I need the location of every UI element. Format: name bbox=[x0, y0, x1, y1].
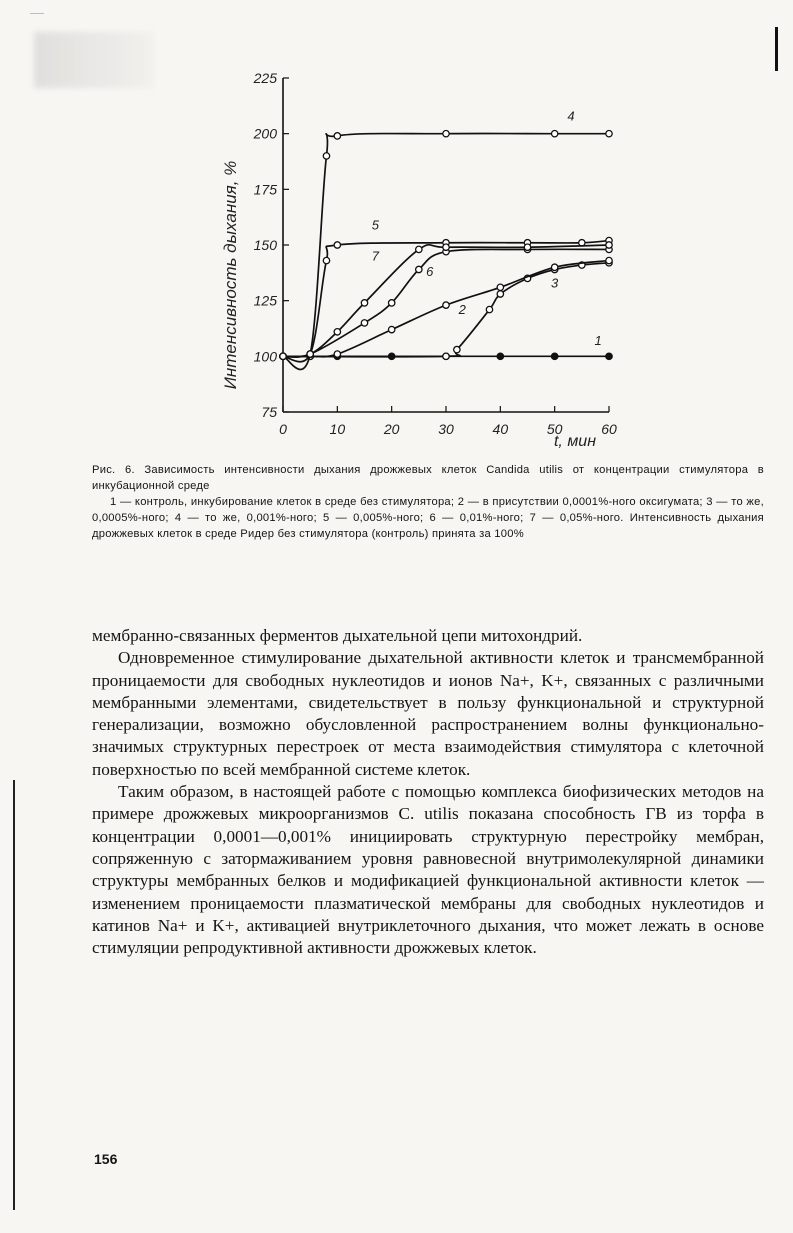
series-4-label: 4 bbox=[567, 108, 575, 124]
x-axis-label: t, мин bbox=[553, 433, 596, 450]
series-7-point bbox=[443, 244, 449, 250]
series-5-point bbox=[323, 257, 329, 263]
series-3-point bbox=[443, 302, 449, 308]
figure-caption bbox=[92, 462, 764, 542]
x-tick-label: 30 bbox=[438, 421, 454, 437]
x-tick-label: 60 bbox=[601, 421, 617, 437]
caption-title: Рис. 6. Зависимость интенсивности дыхания дрожжевых клеток Candida utilis от концентрации стимулятора в инкубационной среде bbox=[92, 464, 764, 492]
series-7-point bbox=[524, 244, 530, 250]
x-tick-label: 40 bbox=[492, 421, 509, 437]
series-4-point bbox=[443, 130, 449, 136]
series-7-line bbox=[283, 245, 609, 357]
series-3-point bbox=[334, 351, 340, 357]
series-3-point bbox=[551, 264, 557, 270]
series-7-point bbox=[606, 242, 612, 248]
series-6-point bbox=[388, 300, 394, 306]
chart-axes bbox=[253, 70, 617, 437]
series-7-point bbox=[416, 246, 422, 252]
series-6-label: 6 bbox=[426, 264, 434, 280]
series-4-point bbox=[334, 133, 340, 139]
y-tick-label: 125 bbox=[253, 292, 277, 309]
series-2-point bbox=[486, 306, 492, 312]
series-3-point bbox=[606, 257, 612, 263]
series-7-label: 7 bbox=[371, 248, 379, 264]
series-2-point bbox=[454, 346, 460, 352]
y-tick-label: 100 bbox=[253, 348, 277, 365]
y-tick-label: 150 bbox=[253, 237, 277, 253]
x-tick-label: 50 bbox=[546, 421, 563, 437]
chart-series bbox=[280, 108, 612, 369]
series-7-point bbox=[307, 351, 313, 357]
series-2-point bbox=[497, 291, 503, 297]
series-6-point bbox=[361, 320, 367, 326]
series-3-label: 3 bbox=[551, 275, 559, 291]
series-4-point bbox=[551, 130, 557, 136]
paragraph-2: Одновременное стимулирование дыхательной активности клеток и трансмембранной проницаемости для свободных нуклеотидов и ионов Na+, K+, связанных с различными мембранными элементами, свидетельствует в пользу функциональной и структурной генерализации, возможно обусловленной распространением волны функционально-значимых структурных перестроек от места взаимодействия стимулятора с клеточной поверхностью по всей мембранной системе клеток. bbox=[92, 648, 764, 779]
series-2-point bbox=[443, 353, 449, 359]
series-3-point bbox=[497, 284, 503, 290]
main-text bbox=[92, 625, 764, 959]
x-tick-label: 20 bbox=[383, 421, 400, 437]
page-number: 156 bbox=[94, 1151, 118, 1167]
series-6-point bbox=[416, 266, 422, 272]
series-5-label: 5 bbox=[371, 217, 379, 233]
series-1-label: 1 bbox=[594, 333, 602, 349]
series-7-point bbox=[361, 300, 367, 306]
y-tick-label: 175 bbox=[253, 181, 277, 198]
paragraph-3: Таким образом, в настоящей работе с помощью комплекса биофизических методов на примере дрожжевых микроорганизмов C. utilis показана способность ГВ из торфа в концентрации 0,0001—0,001% инициировать структурную перестройку мембран, сопряженную с затормаживанием уровня равновесной внутримолекулярной динамики структуры мембранных белков и модификацией функциональной активности клеток — изменением проницаемости плазматической мембраны для свободных нуклеотидов и катинов Na+ и K+, активацией внутриклеточного дыхания, что может лежать в основе стимуляции репродуктивной активности дрожжевых клеток. bbox=[92, 782, 764, 958]
series-3-point bbox=[388, 326, 394, 332]
respiration-chart bbox=[200, 60, 640, 460]
caption-legend: 1 — контроль, инкубирование клеток в среде без стимулятора; 2 — в присутствии 0,0001%-ного оксигумата; 3 — то же, 0,0005%-ного; 4 — то же, 0,001%-ного; 5 — 0,005%-ного; 6 — 0,01%-ного; 7 — 0,05%-ного. Интенсивность дыхания дрожжевых клеток в среде Ридер без стимулятора (контроль) принята за 100% bbox=[92, 496, 764, 540]
y-tick-label: 200 bbox=[253, 125, 277, 142]
series-1-point bbox=[606, 353, 612, 359]
x-tick-label: 10 bbox=[329, 421, 346, 437]
series-2-label: 2 bbox=[458, 302, 466, 318]
scan-edge-mark bbox=[30, 13, 44, 14]
series-1-point bbox=[497, 353, 503, 359]
scan-smudge bbox=[34, 32, 154, 88]
series-7-point bbox=[334, 329, 340, 335]
paragraph-1: мембранно-связанных ферментов дыхательной цепи митохондрий. bbox=[92, 626, 583, 645]
series-7-point bbox=[280, 353, 286, 359]
series-1-point bbox=[551, 353, 557, 359]
x-tick-label: 0 bbox=[279, 421, 287, 437]
scan-edge-line-left bbox=[13, 780, 15, 1210]
y-tick-label: 225 bbox=[253, 70, 277, 86]
series-5-point bbox=[334, 242, 340, 248]
scan-edge-line-right bbox=[775, 27, 778, 71]
y-axis-label: Интенсивность дыхания, % bbox=[221, 160, 240, 390]
series-4-point bbox=[323, 153, 329, 159]
series-4-point bbox=[606, 130, 612, 136]
y-tick-label: 75 bbox=[261, 404, 277, 420]
